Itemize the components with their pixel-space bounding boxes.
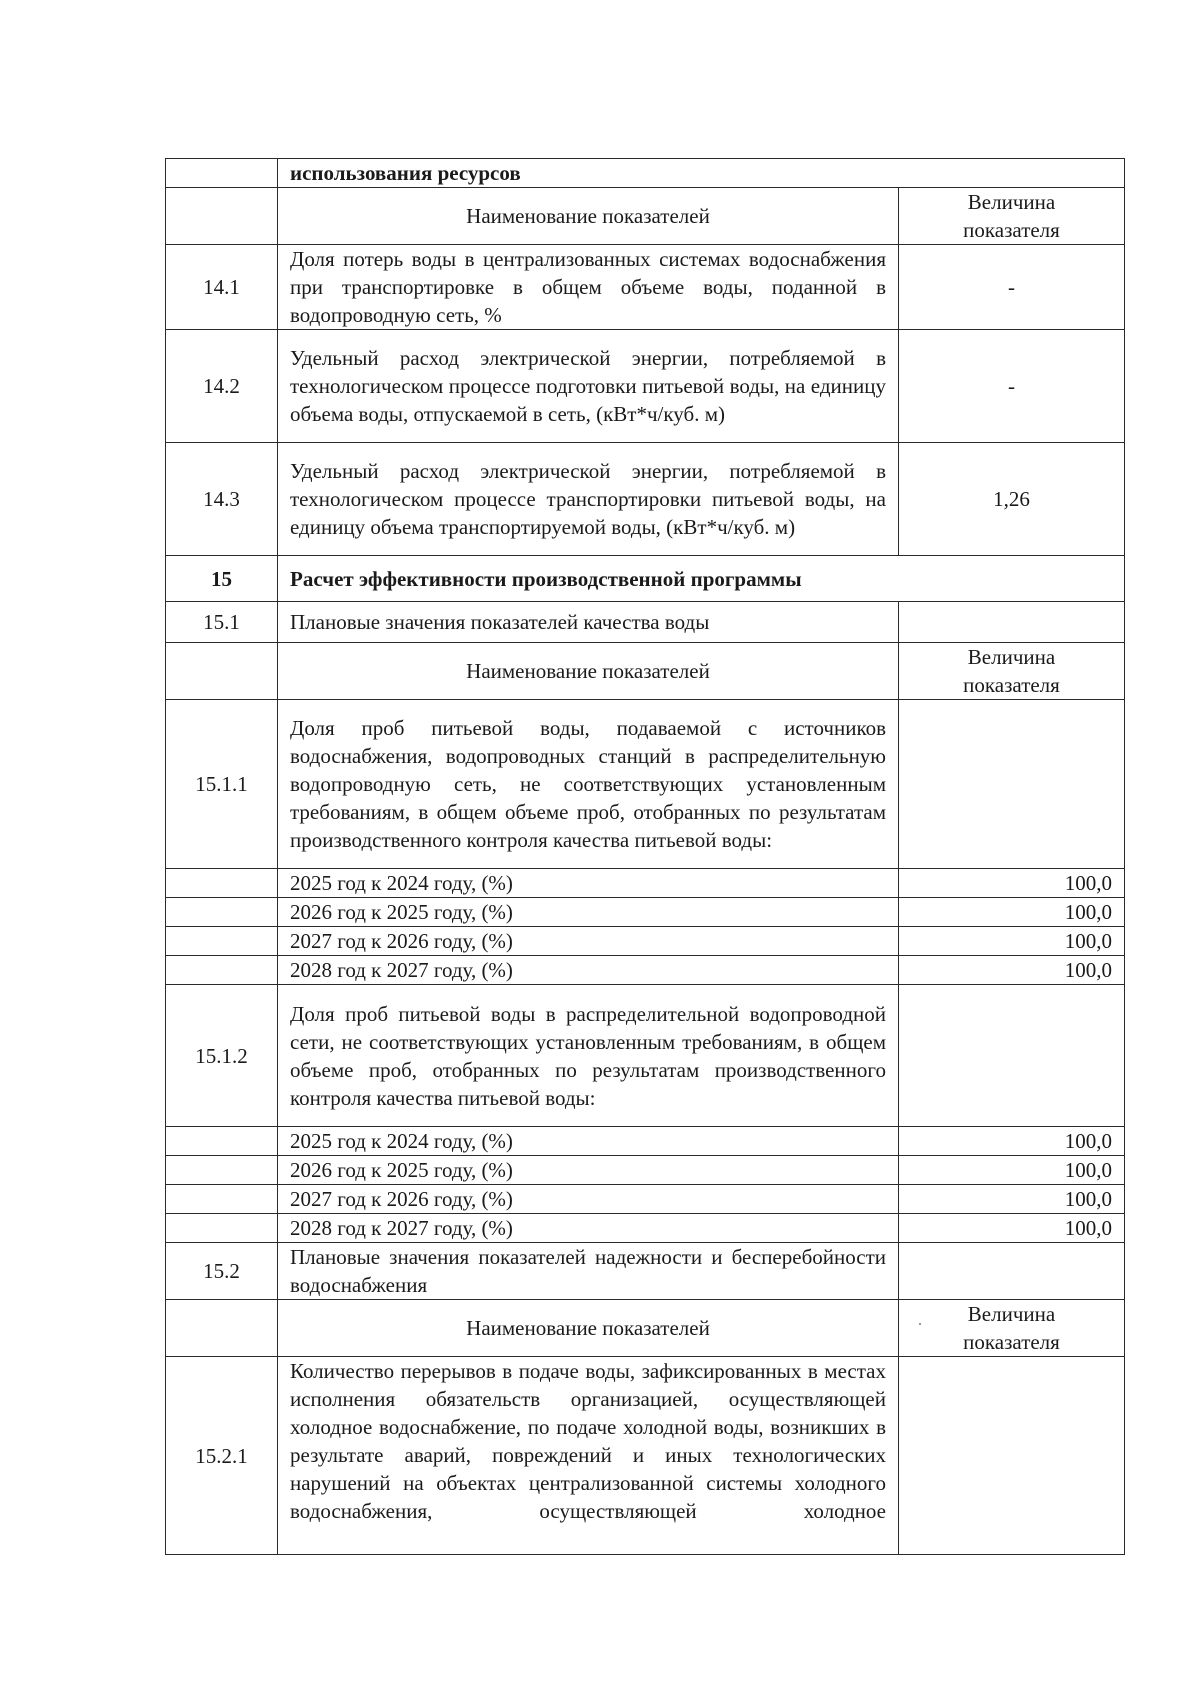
year-row xyxy=(166,898,1125,927)
year-label: 2028 год к 2027 году, (%) xyxy=(278,1214,899,1243)
subsection-title: Плановые значения показателей качества воды xyxy=(278,602,899,643)
value-cell xyxy=(899,602,1125,643)
year-label: 2026 год к 2025 году, (%) xyxy=(278,1156,899,1185)
item-text: Количество перерывов в подаче воды, зафиксированных в местах исполнения обязательств организацией, осуществляющей холодное водоснабжение, по подаче холодной воды, возникших в результате аварий, повреждений и иных технологических нарушений на объектах централизованной системы холодного водоснабжения, осуществляющей холодное xyxy=(278,1357,899,1555)
year-value: 100,0 xyxy=(899,1185,1125,1214)
section-number: 15 xyxy=(166,556,278,602)
number-cell xyxy=(166,898,278,927)
header-name-label: Наименование показателей xyxy=(278,643,899,700)
header-value-label xyxy=(899,1300,1125,1357)
item-text: Удельный расход электрической энергии, потребляемой в технологическом процессе подготовки питьевой воды, на единицу объема воды, отпускаемой в сеть, (кВт*ч/куб. м) xyxy=(278,330,899,443)
subsection-number: 15.2 xyxy=(166,1243,278,1300)
year-value: 100,0 xyxy=(899,1156,1125,1185)
year-value: 100,0 xyxy=(899,927,1125,956)
item-number: 15.1.1 xyxy=(166,700,278,869)
header-value-label xyxy=(899,643,1125,700)
year-value: 100,0 xyxy=(899,1127,1125,1156)
year-row xyxy=(166,869,1125,898)
number-cell xyxy=(166,1300,278,1357)
number-cell xyxy=(166,1156,278,1185)
table-row xyxy=(166,700,1125,869)
header-value-line: показателя xyxy=(963,1330,1060,1354)
number-cell xyxy=(166,869,278,898)
number-cell xyxy=(166,643,278,700)
header-value-label xyxy=(899,188,1125,245)
year-label: 2027 год к 2026 году, (%) xyxy=(278,927,899,956)
number-cell xyxy=(166,956,278,985)
year-value: 100,0 xyxy=(899,1214,1125,1243)
section-title: Расчет эффективности производственной программы xyxy=(278,556,1125,602)
number-cell xyxy=(166,188,278,245)
value-cell xyxy=(899,985,1125,1127)
header-value-line: Величина xyxy=(967,190,1056,214)
year-row xyxy=(166,956,1125,985)
item-text: Доля потерь воды в централизованных системах водоснабжения при транспортировке в общем объеме воды, поданной в водопроводную сеть, % xyxy=(278,245,899,330)
table-header-row xyxy=(166,643,1125,700)
header-value-line: Величина xyxy=(967,645,1056,669)
year-row xyxy=(166,927,1125,956)
item-value: - xyxy=(899,330,1125,443)
number-cell xyxy=(166,159,278,188)
table-row xyxy=(166,1357,1125,1555)
number-cell xyxy=(166,1185,278,1214)
table-row xyxy=(166,245,1125,330)
year-row xyxy=(166,1214,1125,1243)
year-row xyxy=(166,1185,1125,1214)
table-header-row xyxy=(166,188,1125,245)
item-number: 14.3 xyxy=(166,443,278,556)
item-value: 1,26 xyxy=(899,443,1125,556)
year-label: 2025 год к 2024 году, (%) xyxy=(278,1127,899,1156)
item-text: Доля проб питьевой воды, подаваемой с источников водоснабжения, водопроводных станций в распределительную водопроводную сеть, не соответствующих установленным требованиям, в общем объеме проб, отобранных по результатам производственного контроля качества питьевой воды: xyxy=(278,700,899,869)
item-number: 14.1 xyxy=(166,245,278,330)
year-row xyxy=(166,1127,1125,1156)
section-row xyxy=(166,556,1125,602)
year-row xyxy=(166,1156,1125,1185)
subsection-row xyxy=(166,602,1125,643)
year-value: 100,0 xyxy=(899,898,1125,927)
header-name-label: Наименование показателей xyxy=(278,1300,899,1357)
year-label: 2026 год к 2025 году, (%) xyxy=(278,898,899,927)
table-row xyxy=(166,443,1125,556)
header-value-line: показателя xyxy=(963,673,1060,697)
item-value: - xyxy=(899,245,1125,330)
year-value: 100,0 xyxy=(899,956,1125,985)
table-header-row xyxy=(166,1300,1125,1357)
value-cell xyxy=(899,1357,1125,1555)
continued-section-heading: использования ресурсов xyxy=(278,159,1125,188)
number-cell xyxy=(166,1214,278,1243)
item-number: 15.1.2 xyxy=(166,985,278,1127)
header-name-label: Наименование показателей xyxy=(278,188,899,245)
scan-speck xyxy=(919,1323,921,1325)
subsection-title: Плановые значения показателей надежности и бесперебойности водоснабжения xyxy=(278,1243,899,1300)
item-number: 14.2 xyxy=(166,330,278,443)
item-text: Доля проб питьевой воды в распределительной водопроводной сети, не соответствующих установленным требованиям, в общем объеме проб, отобранных по результатам производственного контроля качества питьевой воды: xyxy=(278,985,899,1127)
item-text: Удельный расход электрической энергии, потребляемой в технологическом процессе транспортировки питьевой воды, на единицу объема транспортируемой воды, (кВт*ч/куб. м) xyxy=(278,443,899,556)
item-number: 15.2.1 xyxy=(166,1357,278,1555)
subsection-number: 15.1 xyxy=(166,602,278,643)
year-label: 2027 год к 2026 году, (%) xyxy=(278,1185,899,1214)
table-row xyxy=(166,159,1125,188)
subsection-row xyxy=(166,1243,1125,1300)
value-cell xyxy=(899,1243,1125,1300)
table-row xyxy=(166,985,1125,1127)
number-cell xyxy=(166,1127,278,1156)
indicators-table xyxy=(165,158,1125,1555)
year-label: 2028 год к 2027 году, (%) xyxy=(278,956,899,985)
year-value: 100,0 xyxy=(899,869,1125,898)
value-cell xyxy=(899,700,1125,869)
number-cell xyxy=(166,927,278,956)
year-label: 2025 год к 2024 году, (%) xyxy=(278,869,899,898)
header-value-line: показателя xyxy=(963,218,1060,242)
header-value-line: Величина xyxy=(967,1302,1056,1326)
table-row xyxy=(166,330,1125,443)
